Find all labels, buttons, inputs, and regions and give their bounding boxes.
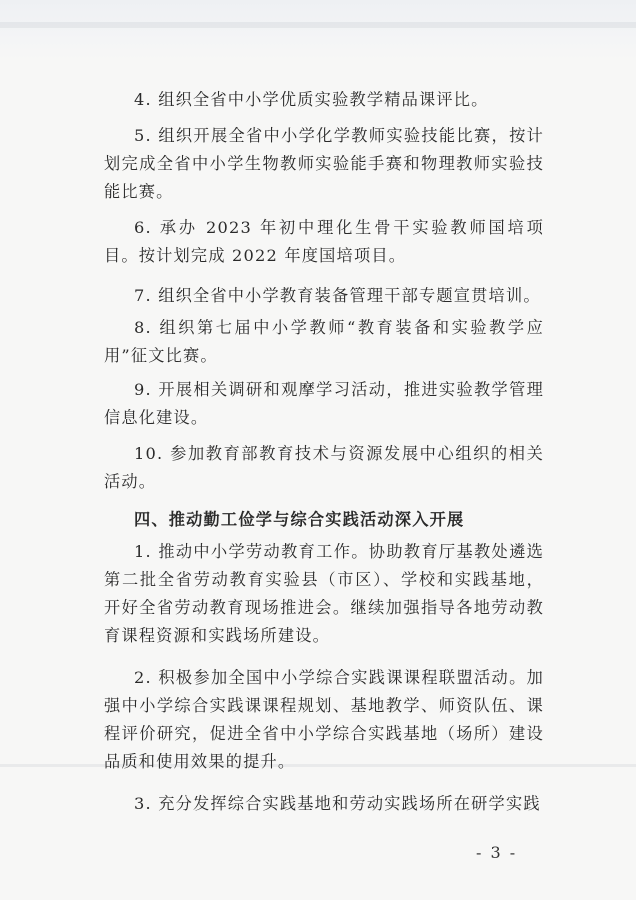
paragraph-item-4: 4. 组织全省中小学优质实验教学精品课评比。 xyxy=(134,90,489,109)
paragraph-section4-item-1: 1. 推动中小学劳动教育工作。协助教育厅基教处遴选第二批全省劳动教育实验县（市区）、学校和实践基地，开好全省劳动教育现场推进会。继续加强指导各地劳动教育课程资源和实践场所建设。 xyxy=(104,542,544,645)
paragraph-section4-item-2: 2. 积极参加全国中小学综合实践课课程联盟活动。加强中小学综合实践课课程规划、基地教学、师资队伍、课程评价研究，促进全省中小学综合实践基地（场所）建设品质和使用效果的提升。 xyxy=(104,668,544,771)
paragraph-item-8: 8. 组织第七届中小学教师“教育装备和实验教学应用”征文比赛。 xyxy=(104,318,544,365)
paragraph-section4-item-3: 3. 充分发挥综合实践基地和劳动实践场所在研学实践 xyxy=(134,794,541,813)
paragraph-item-10: 10. 参加教育部教育技术与资源发展中心组织的相关活动。 xyxy=(104,444,544,491)
paragraph-item-9: 9. 开展相关调研和观摩学习活动，推进实验教学管理信息化建设。 xyxy=(104,380,544,427)
page-number: - 3 - xyxy=(476,843,518,862)
paragraph-item-6: 6. 承办 2023 年初中理化生骨干实验教师国培项目。按计划完成 2022 年度国培项目。 xyxy=(104,218,544,265)
section-heading: 四、推动勤工俭学与综合实践活动深入开展 xyxy=(134,510,465,529)
scan-artifact xyxy=(0,22,636,28)
paragraph-item-7: 7. 组织全省中小学教育装备管理干部专题宣贯培训。 xyxy=(134,286,541,305)
paragraph-item-5: 5. 组织开展全省中小学化学教师实验技能比赛，按计划完成全省中小学生物教师实验能手赛和物理教师实验技能比赛。 xyxy=(104,126,544,201)
